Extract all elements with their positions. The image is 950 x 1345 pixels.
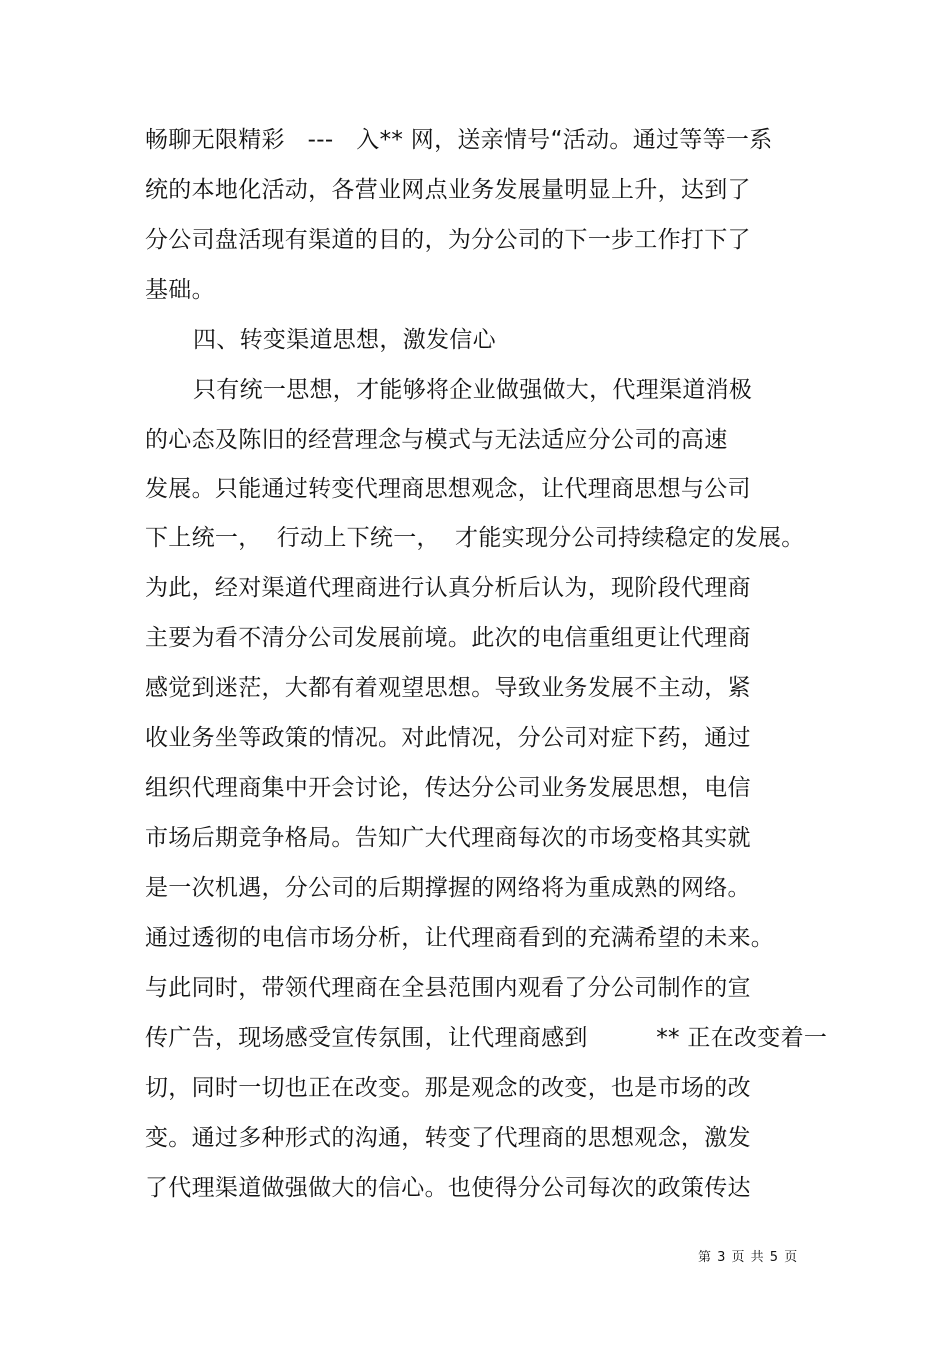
text-line-8: 发展。只能通过转变代理商思想观念，让代理商思想与公司 — [145, 476, 751, 502]
text-line-18: 与此同时，带领代理商在全县范围内观看了分公司制作的宣 — [145, 975, 751, 1001]
text-line-21: 变。通过多种形式的沟通，转变了代理商的思想观念，激发 — [145, 1125, 751, 1151]
text-line-6: 只有统一思想，才能够将企业做强做大，代理渠道消极 — [193, 377, 753, 403]
text-line-2: 统的本地化活动，各营业网点业务发展量明显上升，达到了 — [145, 177, 751, 203]
text-line-12: 感觉到迷茫，大都有着观望思想。导致业务发展不主动，紧 — [145, 675, 751, 701]
text-line-11: 主要为看不清分公司发展前境。此次的电信重组更让代理商 — [145, 625, 751, 651]
text-line-19: 传广告，现场感受宣传氛围，让代理商感到 ** 正在改变着一 — [145, 1025, 828, 1051]
section-heading: 四、转变渠道思想，激发信心 — [193, 327, 496, 353]
text-line-22: 了代理渠道做强做大的信心。也使得分公司每次的政策传达 — [145, 1175, 751, 1201]
text-line-3: 分公司盘活现有渠道的目的，为分公司的下一步工作打下了 — [145, 227, 751, 253]
text-line-4: 基础。 — [145, 277, 215, 303]
text-line-14: 组织代理商集中开会讨论，传达分公司业务发展思想，电信 — [145, 775, 751, 801]
text-line-9: 下上统一， 行动上下统一， 才能实现分公司持续稳定的发展。 — [145, 525, 805, 551]
text-line-1: 畅聊无限精彩 --- 入** 网，送亲情号“活动。通过等等一系 — [145, 127, 773, 153]
text-line-20: 切，同时一切也正在改变。那是观念的改变，也是市场的改 — [145, 1075, 751, 1101]
text-line-15: 市场后期竞争格局。告知广大代理商每次的市场变格其实就 — [145, 825, 751, 851]
page-footer: 第 3 页 共 5 页 — [698, 1250, 799, 1265]
text-line-10: 为此，经对渠道代理商进行认真分析后认为，现阶段代理商 — [145, 575, 751, 601]
text-line-7: 的心态及陈旧的经营理念与模式与无法适应分公司的高速 — [145, 427, 728, 453]
text-line-17: 通过透彻的电信市场分析，让代理商看到的充满希望的未来。 — [145, 925, 775, 951]
text-line-13: 收业务坐等政策的情况。对此情况，分公司对症下药，通过 — [145, 725, 751, 751]
text-line-16: 是一次机遇，分公司的后期撑握的网络将为重成熟的网络。 — [145, 875, 751, 901]
